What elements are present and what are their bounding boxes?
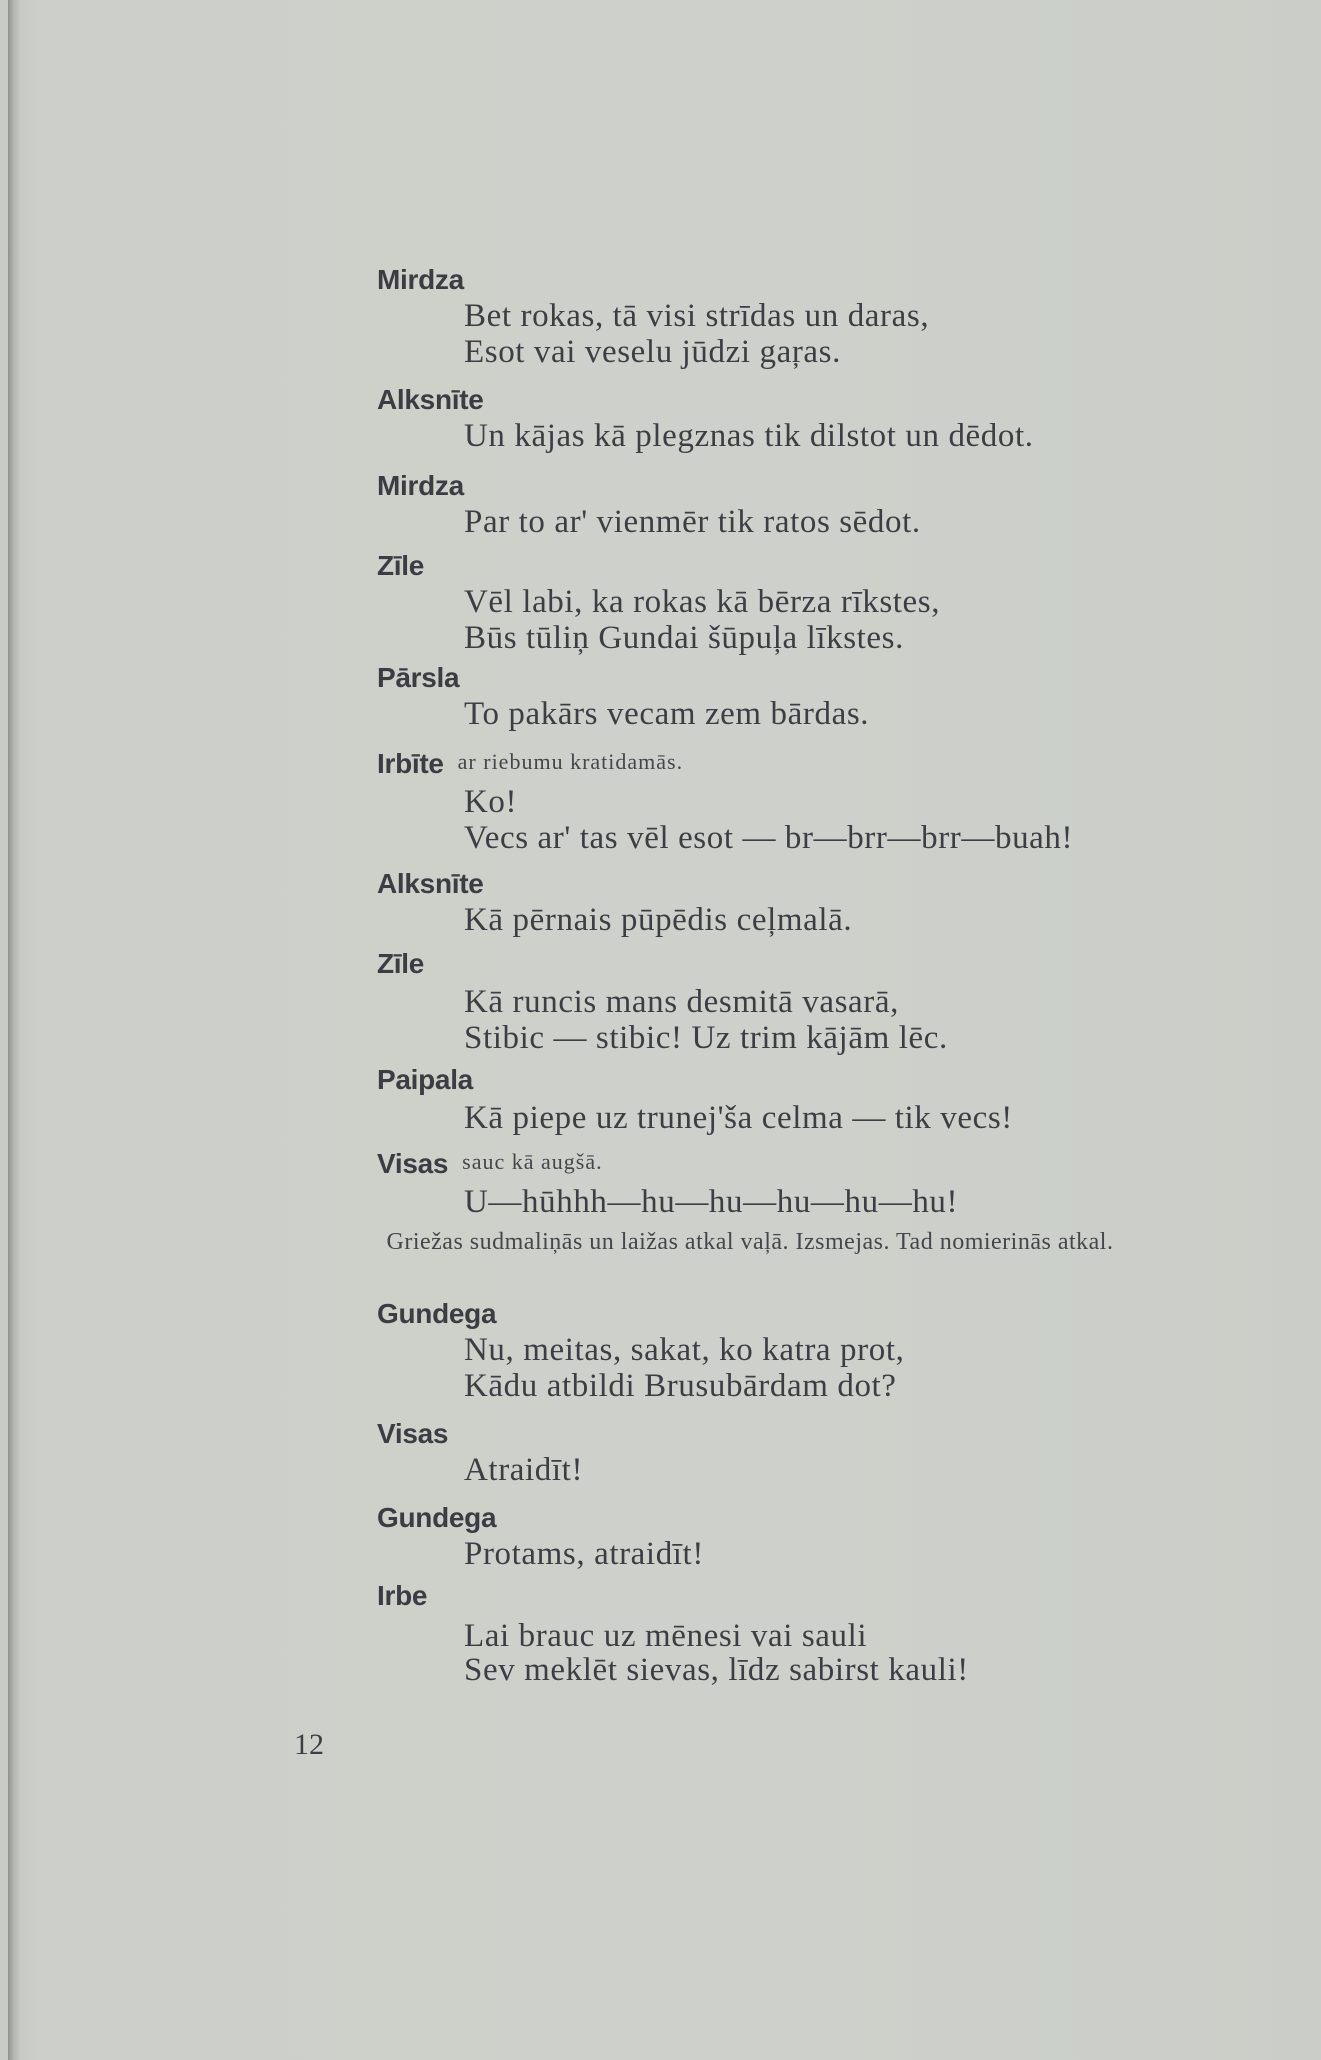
speaker-name: Alksnīte <box>377 384 484 415</box>
verse-line: Vēl labi, ka rokas kā bērza rīkstes, <box>464 584 941 620</box>
page-edge <box>8 0 20 2060</box>
speaker-name: Mirdza <box>377 470 464 501</box>
speaker-name: Zīle <box>377 550 425 581</box>
speaker-name: Irbīte <box>377 748 444 779</box>
verse-line: Būs tūliņ Gundai šūpuļa līkstes. <box>464 620 904 656</box>
speaker-name: Visas <box>377 1418 449 1449</box>
verse-line: Atraidīt! <box>464 1452 584 1488</box>
verse-line: U—hūhhh—hu—hu—hu—hu—hu! <box>464 1184 959 1220</box>
verse-line: Vecs ar' tas vēl esot — br—brr—brr—buah! <box>464 820 1074 856</box>
inline-stage-direction: sauc kā augšā. <box>462 1149 603 1174</box>
verse-line: Kādu atbildi Brusubārdam dot? <box>464 1368 897 1404</box>
speaker-name: Gundega <box>377 1502 497 1533</box>
verse-line: Kā pērnais pūpēdis ceļmalā. <box>464 902 853 938</box>
verse-line: Nu, meitas, sakat, ko katra prot, <box>464 1332 905 1368</box>
verse-line: Stibic — stibic! Uz trim kājām lēc. <box>464 1020 948 1056</box>
speaker-name: Zīle <box>377 948 425 979</box>
page-number: 12 <box>294 1728 324 1761</box>
stage-direction: Griežas sudmaliņās un laižas atkal vaļā. Izsmejas. Tad nomierinās atkal. <box>386 1229 1114 1255</box>
speaker-name: Visas <box>377 1148 449 1179</box>
verse-line: Sev meklēt sievas, līdz sabirst kauli! <box>464 1652 969 1688</box>
speaker-name: Alksnīte <box>377 868 484 899</box>
speaker-name: Mirdza <box>377 264 464 295</box>
verse-line: Bet rokas, tā visi strīdas un daras, <box>464 298 930 334</box>
inline-stage-direction: ar riebumu kratidamās. <box>457 749 684 774</box>
verse-line: Par to ar' vienmēr tik ratos sēdot. <box>464 504 921 540</box>
speaker-with-direction <box>377 748 683 780</box>
verse-line: Protams, atraidīt! <box>464 1536 704 1572</box>
speaker-name: Pārsla <box>377 662 460 693</box>
verse-line: Kā runcis mans desmitā vasarā, <box>464 984 899 1020</box>
verse-line: Ko! <box>464 784 518 820</box>
verse-line: Un kājas kā plegznas tik dilstot un dēdot. <box>464 418 1034 454</box>
speaker-name: Gundega <box>377 1298 497 1329</box>
speaker-name: Irbe <box>377 1580 428 1611</box>
speaker-name: Paipala <box>377 1064 473 1095</box>
verse-line: Kā piepe uz trunej'ša celma — tik vecs! <box>464 1100 1013 1136</box>
verse-line: To pakārs vecam zem bārdas. <box>464 696 870 732</box>
verse-line: Esot vai veselu jūdzi gaŗas. <box>464 334 841 370</box>
verse-line: Lai brauc uz mēnesi vai sauli <box>464 1618 868 1654</box>
speaker-with-direction <box>377 1148 603 1180</box>
